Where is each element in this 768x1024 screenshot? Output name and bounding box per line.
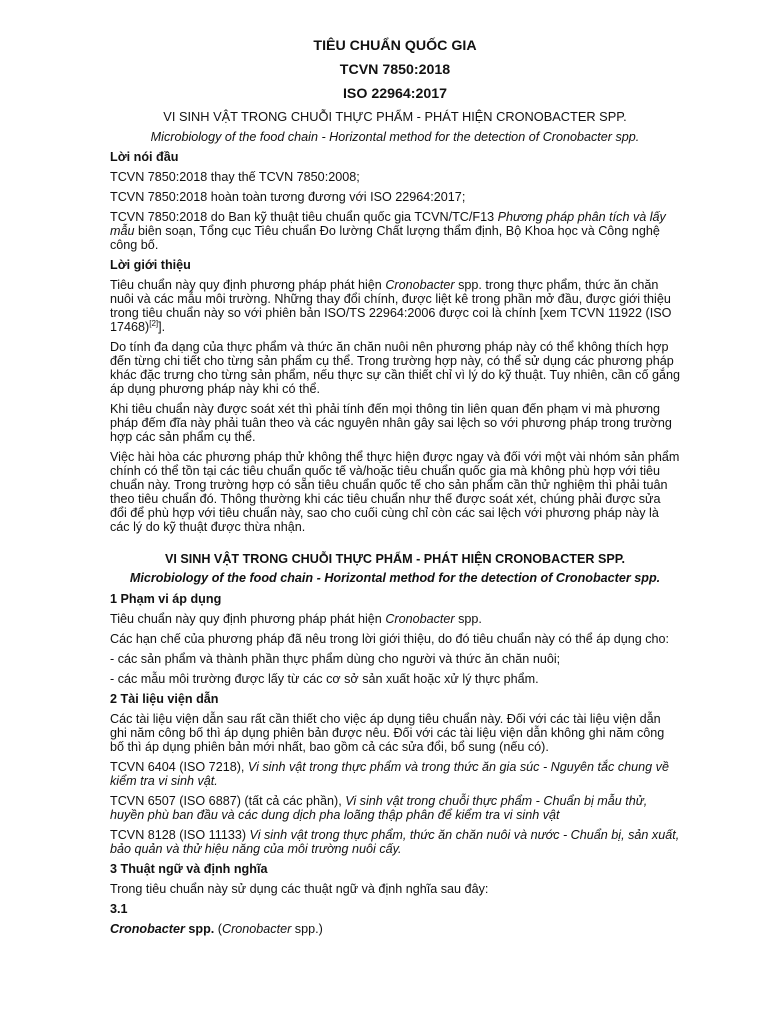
tcvn-number: TCVN 7850:2018 xyxy=(339,62,451,78)
foreword-paragraph xyxy=(110,210,680,252)
term-number: 3.1 xyxy=(110,902,128,916)
main-title-en: Microbiology of the food chain - Horizontal method for the detection of Cronobacter spp. xyxy=(129,571,661,585)
section-spacer xyxy=(110,540,680,552)
text-run-italic: Phương pháp phân tích và lấy mẫu xyxy=(110,210,666,238)
reference-item xyxy=(110,794,680,822)
intro-paragraph: Do tính đa dạng của thực phẩm và thức ăn chăn nuôi nên phương pháp này có thể không thích hợp đến từng chi tiết cho từng sản phẩm cụ thể. Trong trường hợp này, có thể sử dụng các phương pháp khác đặc trưng cho từng sản phẩm, nếu thực sự cần thiết chỉ vì lý do kỹ thuật. Tuy nhiên, cần cố gắng áp dụng phương pháp này khi có thể. xyxy=(110,340,680,396)
intro-paragraph: Việc hài hòa các phương pháp thử không thể thực hiện được ngay và đối với một vài nhóm sản phẩm chính có thể tồn tại các tiêu chuẩn quốc tế và/hoặc tiêu chuẩn quốc gia mà không phù hợp với tiêu chuẩn này. Trong trường hợp có sẵn tiêu chuẩn quốc tế cho sản phẩm cần thử nghiệm thì phải tuân theo tiêu chuẩn đó. Thông thường khi các tiêu chuẩn như thế được soát xét, chúng phải được sửa đổi để phù hợp với tiêu chuẩn này, sao cho cuối cùng chỉ còn các sai lệch với phương pháp này là các lý do kỹ thuật được thừa nhận. xyxy=(110,450,680,534)
section-1-paragraph: Các hạn chế của phương pháp đã nêu trong lời giới thiệu, do đó tiêu chuẩn này có thể áp dụng cho: xyxy=(110,632,670,646)
text-run-italic: Cronobacter xyxy=(385,612,455,626)
standard-label: TIÊU CHUẨN QUỐC GIA xyxy=(313,38,477,54)
reference-item xyxy=(110,828,680,856)
text-run-italic: Vi sinh vật trong chuỗi thực phẩm - Chuẩn bị mẫu thử, huyền phù ban đầu và các dung dịch pha loãng thập phân để kiểm tra vi sinh vật xyxy=(110,794,648,822)
iso-number: ISO 22964:2017 xyxy=(342,86,448,102)
document-title-vn: VI SINH VẬT TRONG CHUỖI THỰC PHẨM - PHÁT HIỆN CRONOBACTER SPP. xyxy=(163,109,627,124)
term-definition xyxy=(110,922,680,936)
text-run: spp. trong thực phẩm, thức ăn chăn nuôi và các mẫu môi trường. Những thay đổi chính, được liệt kê trong phần mở đầu, được giới thiệu trong tiêu chuẩn này so với phiên bản ISO/TS 22964:2006 được coi là chính [xem TCVN 11922 (ISO 17468) xyxy=(110,278,672,334)
text-run-italic: Vi sinh vật trong thực phẩm, thức ăn chăn nuôi và nước - Chuẩn bị, sản xuất, bảo quản và thử hiệu năng của môi trường nuôi cấy. xyxy=(110,828,680,856)
reference-item xyxy=(110,760,680,788)
intro-paragraph: Khi tiêu chuẩn này được soát xét thì phải tính đến mọi thông tin liên quan đến phạm vi mà phương pháp đếm đĩa này phải tuân theo và các nguyên nhân gây sai lệch so với phương pháp trong trường hợp các sản phẩm cụ thể. xyxy=(110,402,672,444)
reference-superscript: [2] xyxy=(149,318,159,328)
foreword-paragraph: TCVN 7850:2018 thay thế TCVN 7850:2008; xyxy=(110,170,360,184)
list-item: - các mẫu môi trường được lấy từ các cơ sở sản xuất hoặc xử lý thực phẩm. xyxy=(110,672,539,686)
section-3-heading: 3 Thuật ngữ và định nghĩa xyxy=(110,862,268,876)
text-run: ]. xyxy=(158,320,166,334)
text-run-italic: Vi sinh vật trong thực phẩm và trong thức ăn gia súc - Nguyên tắc chung về kiểm tra vi sinh vật. xyxy=(110,760,669,788)
text-run: TCVN 8128 (ISO 11133) xyxy=(110,828,250,842)
text-run: spp.) xyxy=(291,922,323,936)
text-run: TCVN 6404 (ISO 7218), xyxy=(110,760,248,774)
term-run: spp. xyxy=(184,922,215,936)
text-run: biên soạn, Tổng cục Tiêu chuẩn Đo lường Chất lượng thẩm định, Bộ Khoa học và Công nghệ công bố. xyxy=(110,224,660,252)
foreword-paragraph: TCVN 7850:2018 hoàn toàn tương đương với ISO 22964:2017; xyxy=(110,190,466,204)
section-3-paragraph: Trong tiêu chuẩn này sử dụng các thuật ngữ và định nghĩa sau đây: xyxy=(110,882,489,896)
foreword-heading: Lời nói đầu xyxy=(110,150,179,164)
section-2-heading: 2 Tài liệu viện dẫn xyxy=(110,692,219,706)
text-run: spp. xyxy=(454,612,482,626)
section-2-paragraph: Các tài liệu viện dẫn sau rất cần thiết cho việc áp dụng tiêu chuẩn này. Đối với các tài liệu viện dẫn ghi năm công bố thì áp dụng phiên bản được nêu. Đối với các tài liệu viện dẫn không ghi năm công bố thì áp dụng phiên bản mới nhất, bao gồm cả các sửa đổi, bổ sung (nếu có). xyxy=(110,712,665,754)
text-run: TCVN 6507 (ISO 6887) (tất cả các phần), xyxy=(110,794,346,808)
text-run: Tiêu chuẩn này quy định phương pháp phát hiện xyxy=(110,278,386,292)
section-1-paragraph xyxy=(110,612,680,626)
main-title-vn: VI SINH VẬT TRONG CHUỖI THỰC PHẨM - PHÁT HIỆN CRONOBACTER SPP. xyxy=(164,552,626,566)
section-1-heading: 1 Phạm vi áp dụng xyxy=(110,592,222,606)
text-run: TCVN 7850:2018 do Ban kỹ thuật tiêu chuẩn quốc gia TCVN/TC/F13 xyxy=(110,210,498,224)
document-title-en: Microbiology of the food chain - Horizontal method for the detection of Cronobacter spp. xyxy=(150,130,640,144)
intro-paragraph xyxy=(110,278,680,334)
document-page xyxy=(110,38,680,942)
text-run-italic: Cronobacter xyxy=(385,278,455,292)
text-run: ( xyxy=(214,922,222,936)
text-run: Tiêu chuẩn này quy định phương pháp phát hiện xyxy=(110,612,386,626)
term-italic: Cronobacter xyxy=(110,922,185,936)
list-item: - các sản phẩm và thành phần thực phẩm dùng cho người và thức ăn chăn nuôi; xyxy=(110,652,561,666)
intro-heading: Lời giới thiệu xyxy=(110,258,191,272)
text-run-italic: Cronobacter xyxy=(221,922,292,936)
